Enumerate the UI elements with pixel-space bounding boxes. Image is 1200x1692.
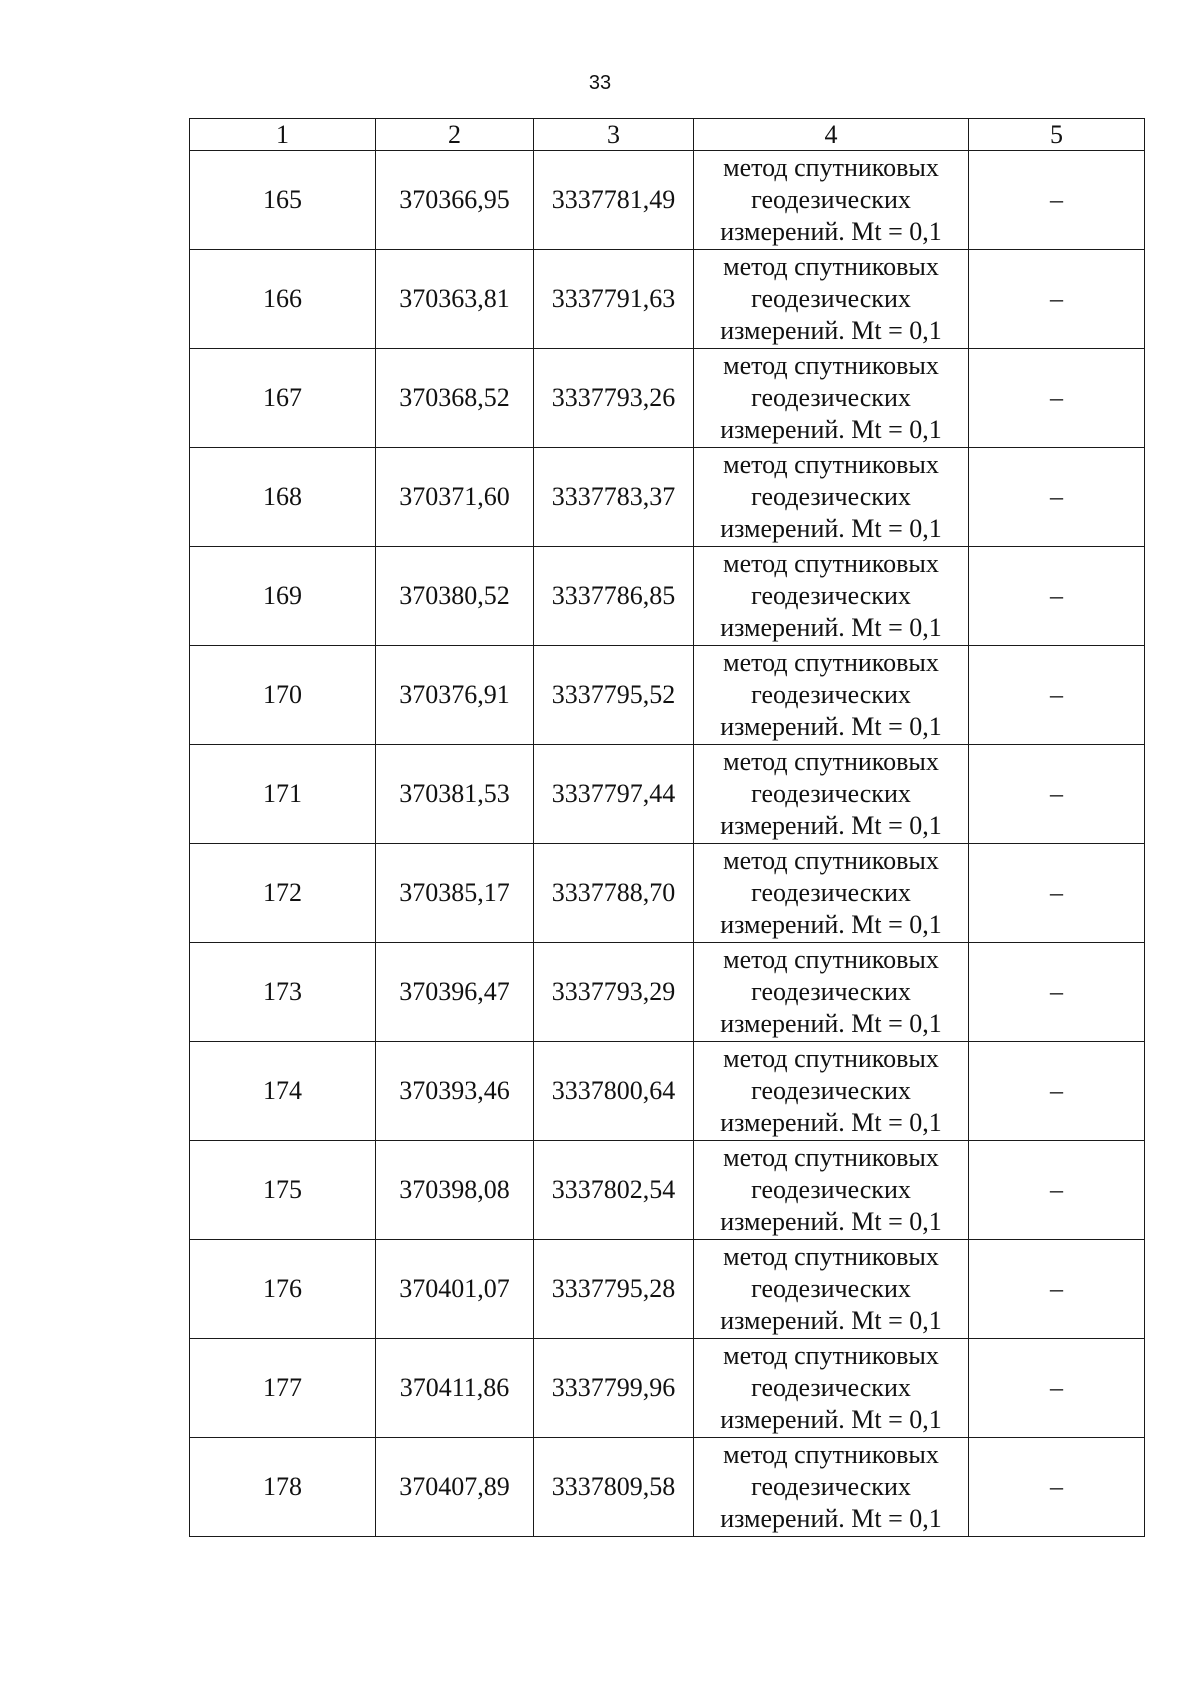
y-coordinate-cell: 3337781,49 bbox=[534, 151, 694, 250]
point-number-cell: 176 bbox=[190, 1240, 376, 1339]
method-line: метод спутниковых bbox=[723, 1044, 939, 1073]
point-number-cell: 178 bbox=[190, 1438, 376, 1537]
y-coordinate-cell: 3337793,29 bbox=[534, 943, 694, 1042]
table-row bbox=[190, 1240, 1145, 1339]
x-coordinate-cell: 370396,47 bbox=[376, 943, 534, 1042]
method-line: измерений. Mt = 0,1 bbox=[720, 712, 942, 741]
y-coordinate-cell: 3337786,85 bbox=[534, 547, 694, 646]
table-header-row bbox=[190, 119, 1145, 151]
table-body bbox=[190, 119, 1145, 1537]
method-line: измерений. Mt = 0,1 bbox=[720, 613, 942, 642]
point-number-cell: 165 bbox=[190, 151, 376, 250]
table-row bbox=[190, 1141, 1145, 1240]
method-line: геодезических bbox=[751, 1076, 911, 1105]
method-line: измерений. Mt = 0,1 bbox=[720, 910, 942, 939]
method-line: метод спутниковых bbox=[723, 1440, 939, 1469]
x-coordinate-cell: 370371,60 bbox=[376, 448, 534, 547]
method-line: измерений. Mt = 0,1 bbox=[720, 514, 942, 543]
point-number-cell: 169 bbox=[190, 547, 376, 646]
y-coordinate-cell: 3337799,96 bbox=[534, 1339, 694, 1438]
note-cell: – bbox=[969, 646, 1145, 745]
method-line: геодезических bbox=[751, 1274, 911, 1303]
method-line: измерений. Mt = 0,1 bbox=[720, 1405, 942, 1434]
method-line: метод спутниковых bbox=[723, 153, 939, 182]
table-row bbox=[190, 250, 1145, 349]
table-row bbox=[190, 646, 1145, 745]
note-cell: – bbox=[969, 448, 1145, 547]
point-number-cell: 168 bbox=[190, 448, 376, 547]
method-cell bbox=[694, 151, 969, 250]
x-coordinate-cell: 370380,52 bbox=[376, 547, 534, 646]
method-line: геодезических bbox=[751, 482, 911, 511]
method-line: метод спутниковых bbox=[723, 648, 939, 677]
method-line: измерений. Mt = 0,1 bbox=[720, 1108, 942, 1137]
x-coordinate-cell: 370411,86 bbox=[376, 1339, 534, 1438]
note-cell: – bbox=[969, 1240, 1145, 1339]
table-row bbox=[190, 1438, 1145, 1537]
header-cell-5: 5 bbox=[969, 119, 1145, 151]
x-coordinate-cell: 370393,46 bbox=[376, 1042, 534, 1141]
method-line: геодезических bbox=[751, 284, 911, 313]
method-cell bbox=[694, 745, 969, 844]
method-line: измерений. Mt = 0,1 bbox=[720, 1306, 942, 1335]
method-cell bbox=[694, 646, 969, 745]
x-coordinate-cell: 370376,91 bbox=[376, 646, 534, 745]
method-line: метод спутниковых bbox=[723, 945, 939, 974]
method-cell bbox=[694, 547, 969, 646]
y-coordinate-cell: 3337793,26 bbox=[534, 349, 694, 448]
method-cell bbox=[694, 1042, 969, 1141]
method-line: метод спутниковых bbox=[723, 1143, 939, 1172]
y-coordinate-cell: 3337802,54 bbox=[534, 1141, 694, 1240]
method-line: метод спутниковых bbox=[723, 252, 939, 281]
table-row bbox=[190, 547, 1145, 646]
point-number-cell: 167 bbox=[190, 349, 376, 448]
page-number: 33 bbox=[588, 72, 612, 94]
note-cell: – bbox=[969, 1438, 1145, 1537]
coordinates-table bbox=[189, 118, 1145, 1537]
method-line: измерений. Mt = 0,1 bbox=[720, 1207, 942, 1236]
y-coordinate-cell: 3337800,64 bbox=[534, 1042, 694, 1141]
y-coordinate-cell: 3337809,58 bbox=[534, 1438, 694, 1537]
y-coordinate-cell: 3337797,44 bbox=[534, 745, 694, 844]
y-coordinate-cell: 3337783,37 bbox=[534, 448, 694, 547]
y-coordinate-cell: 3337795,52 bbox=[534, 646, 694, 745]
note-cell: – bbox=[969, 250, 1145, 349]
table-row bbox=[190, 151, 1145, 250]
note-cell: – bbox=[969, 745, 1145, 844]
note-cell: – bbox=[969, 1141, 1145, 1240]
header-cell-2: 2 bbox=[376, 119, 534, 151]
method-cell bbox=[694, 943, 969, 1042]
header-cell-1: 1 bbox=[190, 119, 376, 151]
method-cell bbox=[694, 1240, 969, 1339]
table-row bbox=[190, 745, 1145, 844]
method-line: метод спутниковых bbox=[723, 549, 939, 578]
method-line: геодезических bbox=[751, 878, 911, 907]
header-cell-3: 3 bbox=[534, 119, 694, 151]
y-coordinate-cell: 3337795,28 bbox=[534, 1240, 694, 1339]
x-coordinate-cell: 370381,53 bbox=[376, 745, 534, 844]
note-cell: – bbox=[969, 1339, 1145, 1438]
method-cell bbox=[694, 250, 969, 349]
method-line: метод спутниковых bbox=[723, 846, 939, 875]
method-line: измерений. Mt = 0,1 bbox=[720, 1504, 942, 1533]
table-row bbox=[190, 1339, 1145, 1438]
method-cell bbox=[694, 1438, 969, 1537]
method-line: измерений. Mt = 0,1 bbox=[720, 811, 942, 840]
x-coordinate-cell: 370398,08 bbox=[376, 1141, 534, 1240]
method-line: метод спутниковых bbox=[723, 1242, 939, 1271]
method-cell bbox=[694, 448, 969, 547]
point-number-cell: 177 bbox=[190, 1339, 376, 1438]
point-number-cell: 173 bbox=[190, 943, 376, 1042]
method-line: геодезических bbox=[751, 977, 911, 1006]
x-coordinate-cell: 370366,95 bbox=[376, 151, 534, 250]
table-row bbox=[190, 1042, 1145, 1141]
note-cell: – bbox=[969, 349, 1145, 448]
method-line: геодезических bbox=[751, 1373, 911, 1402]
header-cell-4: 4 bbox=[694, 119, 969, 151]
method-cell bbox=[694, 1141, 969, 1240]
table-row bbox=[190, 943, 1145, 1042]
method-cell bbox=[694, 844, 969, 943]
method-line: метод спутниковых bbox=[723, 1341, 939, 1370]
x-coordinate-cell: 370401,07 bbox=[376, 1240, 534, 1339]
point-number-cell: 166 bbox=[190, 250, 376, 349]
method-line: измерений. Mt = 0,1 bbox=[720, 1009, 942, 1038]
method-line: геодезических bbox=[751, 779, 911, 808]
note-cell: – bbox=[969, 943, 1145, 1042]
method-line: геодезических bbox=[751, 680, 911, 709]
note-cell: – bbox=[969, 547, 1145, 646]
x-coordinate-cell: 370363,81 bbox=[376, 250, 534, 349]
x-coordinate-cell: 370407,89 bbox=[376, 1438, 534, 1537]
point-number-cell: 175 bbox=[190, 1141, 376, 1240]
method-line: метод спутниковых bbox=[723, 351, 939, 380]
method-line: геодезических bbox=[751, 383, 911, 412]
method-line: метод спутниковых bbox=[723, 450, 939, 479]
method-line: геодезических bbox=[751, 581, 911, 610]
note-cell: – bbox=[969, 151, 1145, 250]
x-coordinate-cell: 370368,52 bbox=[376, 349, 534, 448]
point-number-cell: 171 bbox=[190, 745, 376, 844]
point-number-cell: 174 bbox=[190, 1042, 376, 1141]
table-row bbox=[190, 844, 1145, 943]
table-row bbox=[190, 349, 1145, 448]
y-coordinate-cell: 3337788,70 bbox=[534, 844, 694, 943]
x-coordinate-cell: 370385,17 bbox=[376, 844, 534, 943]
point-number-cell: 170 bbox=[190, 646, 376, 745]
method-line: геодезических bbox=[751, 1175, 911, 1204]
note-cell: – bbox=[969, 1042, 1145, 1141]
method-line: измерений. Mt = 0,1 bbox=[720, 415, 942, 444]
method-line: измерений. Mt = 0,1 bbox=[720, 316, 942, 345]
y-coordinate-cell: 3337791,63 bbox=[534, 250, 694, 349]
point-number-cell: 172 bbox=[190, 844, 376, 943]
method-line: геодезических bbox=[751, 185, 911, 214]
table-row bbox=[190, 448, 1145, 547]
method-line: геодезических bbox=[751, 1472, 911, 1501]
method-line: метод спутниковых bbox=[723, 747, 939, 776]
note-cell: – bbox=[969, 844, 1145, 943]
method-cell bbox=[694, 349, 969, 448]
method-cell bbox=[694, 1339, 969, 1438]
method-line: измерений. Mt = 0,1 bbox=[720, 217, 942, 246]
